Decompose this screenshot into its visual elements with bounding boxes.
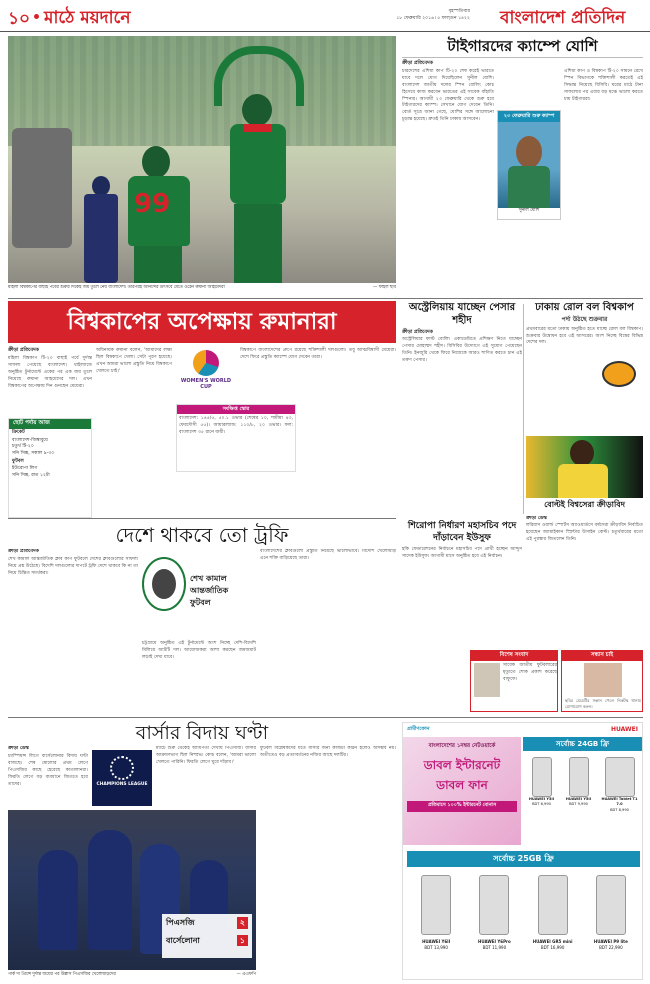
rumana-article — [8, 346, 396, 518]
rumana-col2-text: অধিনায়ক রুমানা বলেন, 'আমাদের লক্ষ্য ছিল বিশ্বকাপে খেলা। সেটা পূরণ হয়েছে। এখন আমরা ভালো প্রস্তুতি নিয়ে বিশ্বকাপে খেলতে চাই।' — [96, 348, 172, 374]
rumana-stats-text: বাংলাদেশ: ১৪৫/৫, ৫০.১ ওভার (শেষের ১০, শামীমা ৪৩, ফেরদৌসী ৫৫)। আয়ারল্যান্ড: ১১০/৮, ২০ ওভার। ফল: বাংলাদেশ ৩৫ রানে জয়ী। — [179, 416, 293, 436]
rollball-article — [526, 301, 643, 431]
ad-phones — [407, 871, 640, 975]
newspaper-logo: বাংলাদেশ প্রতিদিন — [500, 8, 626, 28]
trophy-col2-text: চট্টগ্রামে অনুষ্ঠিত এই টুর্নামেন্টে অংশ নিচ্ছে দেশি-বিদেশি মিলিয়ে আটটি দল। আয়োজকরা আশা করছেন জমজমাট লড়াই দেখা যাবে। — [142, 641, 256, 660]
ad-banner — [402, 722, 643, 980]
cl-logo-text: CHAMPIONS LEAGUE — [96, 782, 148, 787]
ad-phone-3-price: BDT 22,990 — [599, 944, 623, 950]
rumana-col1 — [8, 356, 92, 416]
bolt-byline: ক্রীড়া ডেস্ক — [526, 516, 547, 521]
ad-phone-0 — [409, 871, 463, 975]
ad-brand: HUAWEI — [610, 726, 638, 733]
trophy-byline: ক্রীড়া প্রতিবেদক — [8, 549, 39, 554]
hockey-headline: শিরোপা নির্ধারণ মহাসচিব পদে দাঁড়াবেন ইউসুফ — [407, 521, 517, 544]
top-photo-caption — [8, 285, 396, 295]
trophy-col3 — [260, 549, 396, 717]
dateline — [366, 9, 470, 23]
australia-body: অস্ট্রেলিয়ার ফাস্ট বোলিং একাডেমিতে প্রশিক্ষণ নিতে যাচ্ছেন পেসার মোহাম্মদ শহীদ। বিসিবির উদ্যোগে এই সুযোগ পেয়েছেন তিনি। ইনজুরি থেকে ফিরে নিজেকে আরও শাণিত করতে চান এই তরুণ পেসার। — [402, 336, 522, 363]
bolt-body: লরিয়াস ওয়ার্ল্ড স্পোর্টস অ্যাওয়ার্ডসে বর্ষসেরা ক্রীড়াবিদ নির্বাচিত হয়েছেন জ্যামাইকান স্প্রিন্টার উসাইন বোল্ট। চতুর্থবারের মতো এই পুরস্কার জিতলেন তিনি। — [526, 522, 643, 542]
australia-byline: ক্রীড়া প্রতিবেদক — [402, 330, 433, 335]
score-value-2: ১ — [237, 935, 248, 947]
rollball-body: প্রথমবারের মতো ঢাকায় অনুষ্ঠিত হতে যাচ্ছে রোল বল বিশ্বকাপ। শুক্রবার উদ্বোধন হবে এই আসরের। অংশ নিচ্ছে বিশ্বের বিভিন্ন দেশের দল। — [526, 326, 643, 346]
weekday: বৃহস্পতিবার — [448, 9, 470, 14]
rumana-col3-text: বিশ্বকাপে বাংলাদেশের গ্রুপে রয়েছে শক্তিশালী দলগুলো। তবু আত্মবিশ্বাসী মেয়েরা। দেশে ফিরে প্রস্তুতি ক্যাম্পে যোগ দেবেন তারা। — [240, 348, 396, 360]
sad-news-body: সাবেক জাতীয় ফুটবলারের মৃত্যুতে শোক প্রকাশ করেছে বাফুফে। — [503, 663, 557, 682]
tigers-col2 — [564, 69, 643, 297]
rollball-logo — [602, 361, 636, 387]
ad-offer-mid: সর্বোচ্চ 25GB ফ্রি — [407, 851, 640, 867]
champions-league-logo — [92, 750, 152, 806]
ad-phone-3-name: HUAWEI P9 lite — [593, 939, 628, 944]
sheikh-kamal-emblem — [142, 557, 186, 611]
sad-news-photo — [474, 663, 500, 697]
tigers-col2-text: এশিয়া কাপ ও বিশ্বকাপ টি-২০ সামনে রেখে স্পিন বিভাগকে শক্তিশালী করতেই এই সিদ্ধান্ত নিয়েছে বিসিবি। ঘরের মাঠে টানা সাফল্যের পর এবার বড় মঞ্চে ভালো করতে চায় টাইগাররা। — [564, 69, 643, 102]
barca-article — [8, 746, 396, 982]
trophy-col1 — [8, 557, 138, 717]
rumana-headline-text: বিশ্বকাপের অপেক্ষায় রুমানারা — [67, 309, 337, 335]
badge-line-3: ফুটবল — [190, 598, 211, 607]
badge-line-2: আন্তর্জাতিক — [190, 586, 229, 595]
bullet-dot — [34, 14, 39, 19]
rumana-col3 — [240, 348, 396, 402]
short-tv-item-3: সনি সিক্স, সকাল ৯-৩০ — [12, 450, 55, 456]
ad-headline-1: ডাবল ইন্টারনেট — [423, 758, 501, 772]
celebrating-head — [242, 94, 272, 126]
ad-bonus-line: প্রতিমাসে ১০০% ইন্টারনেট বোনাস — [407, 801, 517, 812]
score-row-1 — [162, 914, 252, 932]
ad-phone-1-price: BDT 11,990 — [482, 944, 507, 950]
tigers-byline: ক্রীড়া প্রতিবেদক — [402, 61, 433, 66]
yoshi-caption: সুনীল যোশি — [518, 208, 540, 214]
barca-col1-text: চ্যাম্পিয়ন্স লিগে বার্সেলোনার বিদায় ঘণ্টা বাজছে। শেষ ষোলোর প্রথম লেগে পিএসজির কাছে হেরেছে কাতালানরা। ফিরতি লেগে বড় ব্যবধানে জিততে হবে তাদের। — [8, 754, 88, 787]
score-value-1: ২ — [237, 917, 248, 929]
yoshi-box — [497, 110, 561, 220]
hockey-body: হকি ফেডারেশনের নির্বাচনে মহাসচিব পদে প্রার্থী হচ্ছেন আব্দুস সাদেক ইউসুফ। আগামী মাসে অনুষ্ঠিত হবে এই নির্বাচন। — [402, 547, 522, 560]
australia-headline: অস্ট্রেলিয়ায় যাচ্ছেন পেসার শহীদ — [408, 302, 516, 326]
ad-top-phone-1-price: BDT 9,990 — [569, 802, 588, 807]
short-tv-item-0: ক্রিকেট — [12, 429, 25, 435]
rollball-headline: ঢাকায় রোল বল বিশ্বকাপ — [535, 302, 634, 313]
player-legs — [134, 246, 182, 283]
short-tv-item-2: চতুর্থ টি-২০ — [12, 444, 34, 450]
missing-head: সন্ধান চাই — [562, 651, 642, 661]
masthead-rule — [0, 31, 650, 32]
ad-phone-2-price: BDT 16,990 — [540, 944, 565, 950]
ad-top-phone-2-name: HUAWEI Tablet T1 7.0 — [601, 797, 638, 807]
ad-phone-1 — [467, 871, 521, 975]
barca-photo-caption — [8, 972, 256, 982]
top-caption-credit: — ফাইল ছবি — [372, 285, 396, 290]
ad-phone-0-price: BDT 13,990 — [424, 944, 448, 950]
missing-photo — [584, 663, 622, 697]
tigers-article — [402, 36, 643, 298]
jersey-number: 99 — [134, 189, 171, 219]
rumana-stats-box — [176, 404, 296, 472]
ad-phone-3 — [584, 871, 638, 975]
celebrating-legs — [234, 204, 282, 283]
short-tv-item-1: বাংলাদেশ-জিম্বাবুয়ে — [12, 437, 48, 443]
barca-col3 — [260, 746, 396, 978]
barca-col2-text: ম্যাচে শুরু থেকেই আধিপত্য দেখায় পিএসজি। বার্সার আক্রমণভাগ ছিল নিষ্প্রভ। কোচ বলেন, 'আমরা ভালো খেলতে পারিনি। ফিরতি লেগে ঘুরে দাঁড়াব।' — [156, 746, 256, 765]
ad-right-panel — [523, 737, 642, 845]
ad-left-panel — [403, 737, 521, 845]
camp-badge: ২৩ ফেব্রুয়ারি শুরু ক্যাম্প — [498, 111, 560, 122]
player-celebrating — [204, 40, 314, 283]
bolt-caption: বোল্টই বিশ্বসেরা ক্রীড়াবিদ — [544, 500, 625, 509]
tigers-col1-text: চারদেশের এশিয়া কাপ টি-২০ শেষ করেই ভারতে যাবে দলে যোগ দিয়েছিলেন সুনীল যোশি। বাংলাদেশ জাতীয় দলের স্পিন বোলিং কোচ হিসেবে কাজ করবেন ভারতের এই সাবেক বাঁহাতি স্পিনার। আগামী ২৩ ফেব্রুয়ারি থেকে শুরু হবে টাইগারদের ক্যাম্প। সেখানে যোগ দেবেন তিনি। বোর্ড সূত্রে জানা গেছে, যোশির সঙ্গে আলোচনা চূড়ান্ত হয়েছে। দ্রুতই তিনি ঢাকায় আসবেন। — [402, 69, 494, 123]
red-collar — [244, 124, 272, 132]
ad-top-phone-0-name: HUAWEI Y3II — [528, 797, 555, 802]
ad-operator: গ্রামীণফোন — [407, 726, 430, 732]
ad-offer-top: সর্বোচ্চ 24GB ফ্রি — [523, 737, 642, 751]
barca-col3-text: ফুটবল বিশ্লেষকদের মতে বার্সার জন্য কাজটা কঠিন হলেও অসম্ভব নয়। অতীতেও বড় প্রত্যাবর্তনের নজির আছে দলটির। — [260, 746, 396, 758]
top-photo — [8, 36, 396, 283]
ad-phone-2-name: HUAWEI GR5 mini — [532, 939, 573, 944]
trophy-headline: দেশে থাকবে তো ট্রফি — [115, 523, 289, 547]
ad-top-phone-2-price: BDT 8,990 — [610, 807, 629, 812]
ad-tagline: বাংলাদেশের ১নম্বর নেটওয়ার্কে — [428, 743, 496, 749]
barca-byline: ক্রীড়া ডেস্ক — [8, 746, 29, 751]
ad-top-phone-1 — [563, 757, 595, 813]
barca-headline: বার্সার বিদায় ঘণ্টা — [135, 722, 269, 744]
tigers-headline: টাইগারদের ক্যাম্পে যোশি — [447, 37, 598, 55]
rumana-col1-text: মহিলা বিশ্বকাপ টি-২০ বাছাই পর্বে দুর্দান্ত সাফল্য পেয়েছে বাংলাদেশ। থাইল্যান্ডে অনুষ্ঠিত টুর্নামেন্টে একের পর এক জয় তুলে নিয়েছে রুমানা আহমেদের দল। এখন বিশ্বকাপের অপেক্ষায় দিন গুনছেন মেয়েরা। — [8, 356, 92, 389]
player-left — [124, 146, 194, 283]
trophy-col1-text: শেখ কামাল আন্তর্জাতিক ক্লাব কাপ ফুটবলে দেশের ক্লাবগুলোর সাফল্য নিয়ে প্রশ্ন উঠেছে। বিদেশি দলগুলোর দাপটে ট্রফি দেশে থাকবে কি না তা নিয়ে চিন্তিত সমর্থকরা। — [8, 557, 138, 576]
section-title: মাঠে ময়দানে — [44, 8, 131, 28]
australia-article — [402, 301, 522, 516]
short-tv-item-6: সনি সিক্স, রাত ১২টা — [12, 472, 50, 478]
rumana-headline — [8, 301, 396, 343]
masthead — [0, 0, 650, 32]
sad-news-box — [470, 650, 558, 712]
short-tv-head: ছোট পর্দায় আজ — [9, 419, 91, 429]
date: ১৮ ফেব্রুয়ারি ২০১৬। ৫ ফাল্গুন ১৪২২ — [396, 15, 470, 21]
player-head — [142, 146, 170, 178]
ad-phone-2 — [526, 871, 580, 975]
barca-photo — [8, 810, 256, 970]
ad-top-phone-1-name: HUAWEI Y5II — [565, 797, 592, 802]
ad-phone-0-name: HUAWEI Y6II — [422, 939, 451, 944]
roller-machine — [12, 128, 72, 248]
trophy-col2 — [142, 641, 256, 717]
womens-wc-logo-text: WOMEN'S WORLD CUP — [180, 378, 232, 390]
score-row-2 — [162, 932, 252, 950]
tigers-col1 — [402, 69, 494, 297]
celebrating-body — [230, 124, 286, 204]
barca-col1 — [8, 754, 88, 806]
ad-top-phone-2 — [600, 757, 640, 813]
barca-col2 — [156, 746, 256, 806]
rumana-stats-head: সংক্ষিপ্ত স্কোর — [177, 405, 295, 414]
ad-top-phone-0 — [526, 757, 558, 813]
missing-body: ছবির মেয়েটির সন্ধান পেলে নিকটস্থ থানায় যোগাযোগ করুন। — [565, 698, 641, 709]
rumana-byline: ক্রীড়া প্রতিবেদক — [8, 348, 39, 353]
score-box — [162, 914, 252, 958]
ad-phone-1-name: HUAWEI Y6Pro — [478, 939, 511, 944]
trophy-article — [8, 549, 396, 719]
badge-line-1: শেখ কামাল — [190, 574, 227, 583]
short-tv-box — [8, 418, 92, 518]
short-tv-item-5: ইউরোপা লিগ — [12, 466, 38, 472]
missing-box — [561, 650, 643, 712]
rollball-subhead: পর্দা উঠছে শুক্রবার — [561, 316, 608, 323]
sad-news-head: বিশেষ সংবাদ — [471, 651, 557, 661]
page-number: ১০ — [8, 9, 31, 29]
ad-top-phone-0-price: BDT 6,990 — [532, 802, 551, 807]
top-caption-text: মহিলা বিশ্বকাপের বাছাই পর্বের শুরুর দিকেই জয় তুলে নেয় বাংলাদেশ। তারপরই আনন্দের উৎসবে মেতে ওঠেন রুমানা আহমেদরা — [8, 285, 225, 290]
barca-caption-credit: — এএফপি — [236, 972, 256, 977]
umpire — [84, 176, 118, 283]
womens-wc-logo — [176, 348, 236, 402]
score-team1: পিএসজি — [166, 918, 195, 927]
ad-top-phones — [523, 757, 642, 813]
score-team2: বার্সেলোনা — [166, 935, 200, 945]
ad-headline-2: ডাবল ফান — [436, 778, 488, 792]
yoshi-photo — [498, 122, 560, 208]
bolt-photo — [526, 436, 643, 498]
sheikh-kamal-badge — [142, 557, 256, 637]
rumana-col2 — [96, 348, 172, 470]
barca-caption-text: পার্ক দ্য প্রিন্সে দুর্দান্ত জয়ের পর উল্লাস পিএসজির খেলোয়াড়দের — [8, 972, 116, 977]
short-tv-item-4: ফুটবল — [12, 458, 24, 464]
trophy-col3-text: বাংলাদেশের ক্লাবগুলো প্রস্তুতি নিয়েছে ভালোভাবে। বিদেশি খেলোয়াড় এনে শক্তি বাড়িয়েছে তারা। — [260, 549, 396, 561]
